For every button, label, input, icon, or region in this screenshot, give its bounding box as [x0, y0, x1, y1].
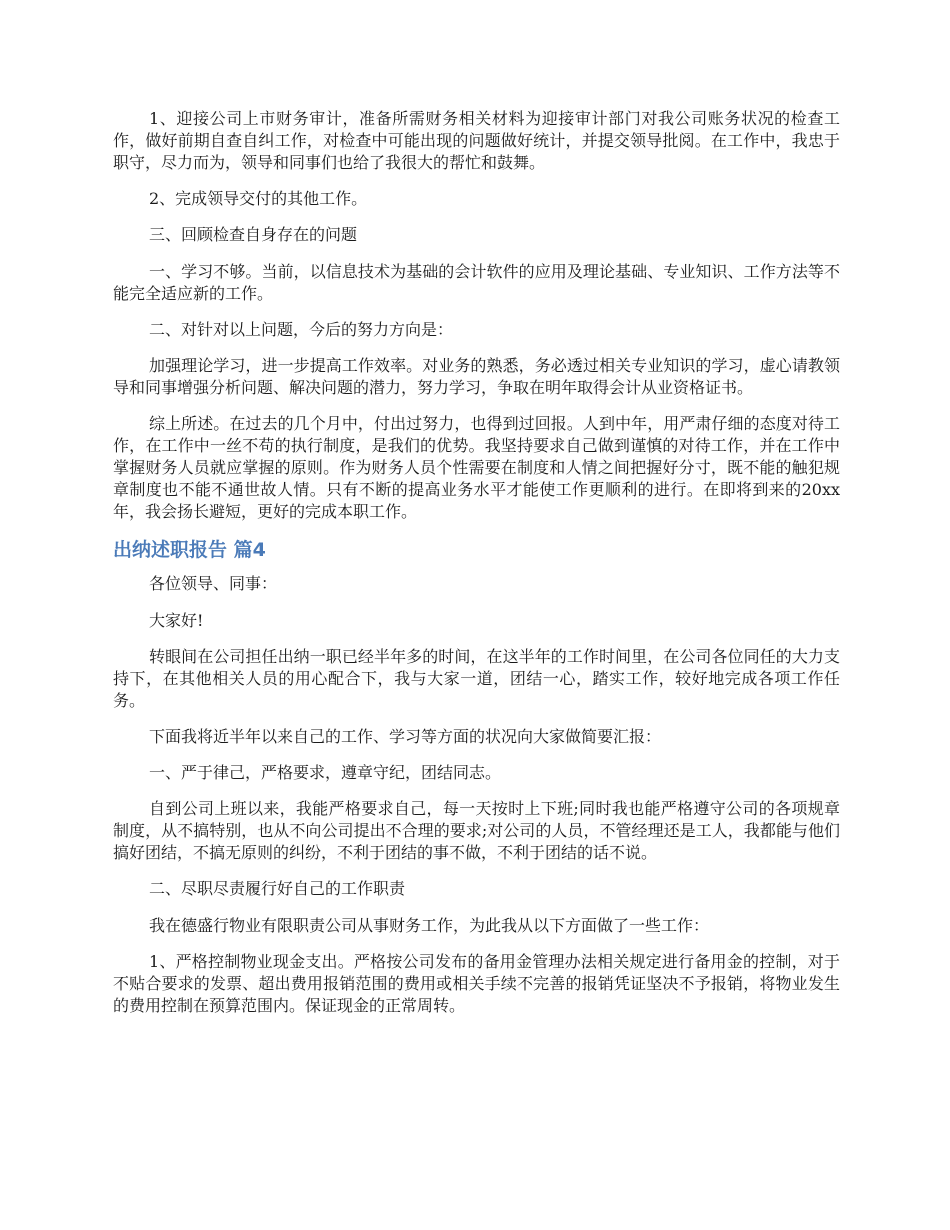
- paragraph: 加强理论学习，进一步提高工作效率。对业务的熟悉，务必透过相关专业知识的学习，虚心请教领导和同事增强分析问题、解决问题的潜力，努力学习，争取在明年取得会计从业资格证书。: [113, 355, 840, 397]
- paragraph: 下面我将近半年以来自己的工作、学习等方面的状况向大家做简要汇报：: [149, 726, 662, 746]
- paragraph: 一、严于律己，严格要求，遵章守纪，团结同志。: [149, 763, 502, 783]
- paragraph: 一、学习不够。当前，以信息技术为基础的会计软件的应用及理论基础、专业知识、工作方法等不能完全适应新的工作。: [113, 261, 840, 303]
- paragraph: 转眼间在公司担任出纳一职已经半年多的时间，在这半年的工作时间里，在公司各位同任的大力支持下，在其他相关人员的用心配合下，我与大家一道，团结一心，踏实工作，较好地完成各项工作任务。: [113, 646, 840, 710]
- paragraph: 自到公司上班以来，我能严格要求自己，每一天按时上下班;同时我也能严格遵守公司的各项规章制度，从不搞特别，也从不向公司提出不合理的要求;对公司的人员，不管经理还是工人，我都能与他们搞好团结，不搞无原则的纠纷，不利于团结的事不做，不利于团结的话不说。: [113, 799, 840, 863]
- paragraph: 2、完成领导交付的其他工作。: [149, 189, 368, 209]
- document-page: [113, 108, 840, 1031]
- paragraph: 1、严格控制物业现金支出。严格按公司发布的备用金管理办法相关规定进行备用金的控制，对于不贴合要求的发票、超出费用报销范围的费用或相关手续不完善的报销凭证坚决不予报销，将物业发生的费用控制在预算范围内。保证现金的正常周转。: [113, 951, 840, 1015]
- paragraph: 1、迎接公司上市财务审计，准备所需财务相关材料为迎接审计部门对我公司账务状况的检查工作，做好前期自查自纠工作，对检查中可能出现的问题做好统计，并提交领导批阅。在工作中，我忠于职守，尽力而为，领导和同事们也给了我很大的帮忙和鼓舞。: [113, 109, 840, 172]
- paragraph: 二、对针对以上问题，今后的努力方向是：: [149, 319, 454, 339]
- paragraph: 二、尽职尽责履行好自己的工作职责: [149, 879, 406, 899]
- section-heading: 出纳述职报告 篇4: [113, 539, 266, 562]
- paragraph: 我在德盛行物业有限职责公司从事财务工作，为此我从以下方面做了一些工作：: [149, 915, 710, 935]
- paragraph: 综上所述。在过去的几个月中，付出过努力，也得到过回报。人到中年，用严肃仔细的态度对待工作，在工作中一丝不苟的执行制度，是我们的优势。我坚持要求自己做到谨慎的对待工作，并在工作中掌握财务人员就应掌握的原则。作为财务人员个性需要在制度和人情之间把握好分寸，既不能的触犯规章制度也不能不通世故人情。只有不断的提高业务水平才能使工作更顺利的进行。在即将到来的20xx年，我会扬长避短，更好的完成本职工作。: [113, 414, 840, 522]
- paragraph: 三、回顾检查自身存在的问题: [149, 225, 358, 245]
- paragraph: 各位领导、同事：: [149, 574, 278, 594]
- paragraph: 大家好!: [149, 610, 204, 630]
